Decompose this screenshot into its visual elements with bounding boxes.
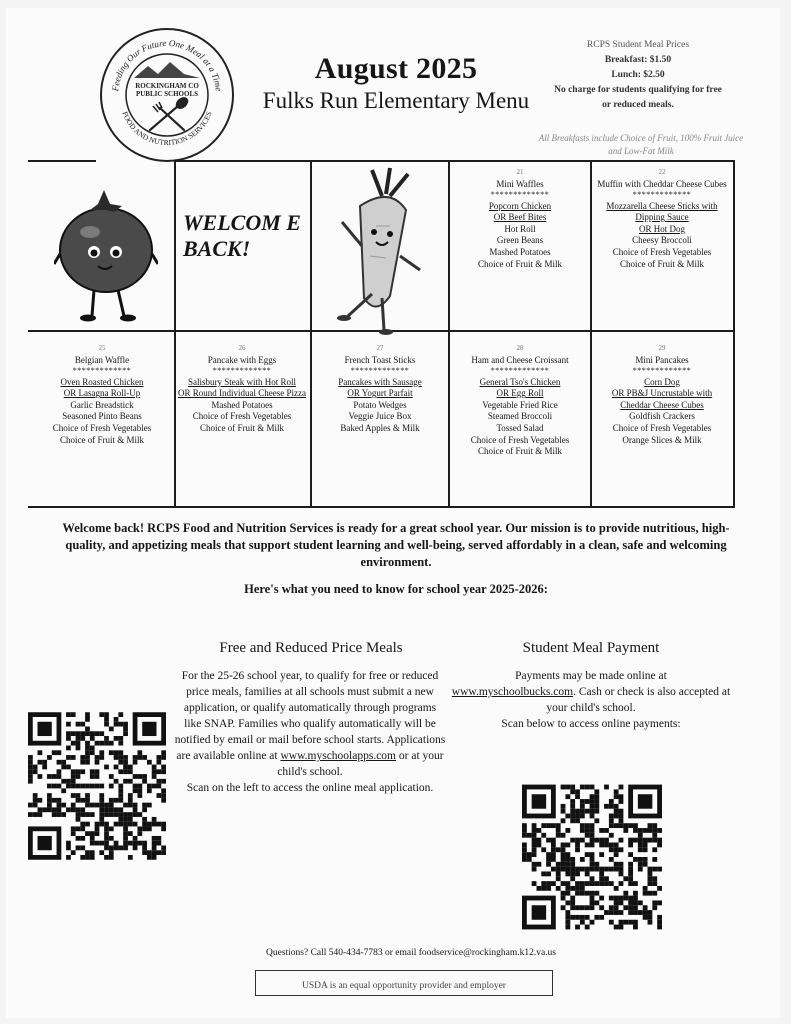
lunch-side: Mashed Potatoes [489,246,551,257]
logo-arc-text: Feeding Our Future One Meal at a Time [110,37,224,92]
day-cell-25 [34,344,170,446]
breakfast-item: Mini Waffles [496,179,544,189]
payment-qr-code-icon[interactable] [522,784,662,930]
lunch-side: Choice of Fruit & Milk [620,258,704,269]
month-title: August 2025 [314,52,478,85]
breakfast-item: Pancake with Eggs [207,355,277,365]
breakfast-item: Mini Pancakes [635,355,689,365]
separator: ************* [632,365,692,375]
breakfast-note: All Breakfasts include Choice of Fruit, 100% Fruit Juice and Low-Fat Milk [538,133,744,156]
lunch-entree: Oven Roasted Chicken [60,376,144,387]
breakfast-item: Belgian Waffle [74,355,130,365]
day-cell-28 [454,344,586,458]
day-number: 25 [98,344,106,352]
lunch-side: Choice of Fresh Vegetables [612,422,712,433]
free-reduced-text-2: or at your child's school. [277,750,444,778]
lunch-alternate: OR Beef Bites [493,212,547,223]
breakfast-item: French Toast Sticks [344,355,416,365]
separator: ************* [490,189,550,199]
need-to-know-heading: Here's what you need to know for school year 2025-2026: [244,582,548,596]
lunch-side: Baked Apples & Milk [340,422,420,433]
lunch-side: Veggie Juice Box [348,411,412,422]
logo-seal-icon [98,26,236,164]
day-number: 29 [658,344,666,352]
lunch-entree: General Tso's Chicken [479,376,561,387]
lunch-alternate: OR Round Individual Cheese Pizza [178,388,306,399]
menu-calendar [28,160,735,508]
myschoolapps-link[interactable]: www.myschoolapps.com [280,750,397,762]
lunch-side: Goldfish Crackers [629,411,695,422]
lunch-entree: Salisbury Steak with Hot Roll [188,376,296,387]
menu-title [246,52,546,114]
lunch-alternate: OR Egg Roll [496,388,544,399]
lunch-alternate: OR PB&J Uncrustable with Cheddar Cheese Cubes [611,388,713,410]
lunch-side: Steamed Broccoli [487,411,553,422]
lunch-side: Hot Roll [504,223,536,234]
welcome-message: Welcome back! RCPS Food and Nutrition Services is ready for a great school year. Our mission is to provide nutritious, high-quality, and appetizing meals that support student learning and well-being, served affordably in a clean, safe and welcoming environment. [62,521,730,569]
school-name: Fulks Run Elementary Menu [262,88,530,113]
lunch-alternate: OR Lasagna Roll-Up [63,388,141,399]
meal-payment-heading: Student Meal Payment [522,640,660,656]
lunch-alternate: OR Yogurt Parfait [347,388,413,399]
free-reduced-body [174,668,446,796]
day-cell-22 [596,168,728,270]
day-cell-29 [596,344,728,446]
lunch-side: Cheesy Broccoli [632,235,692,246]
contact-line: Questions? Call 540-434-7783 or email foodservice@rockingham.k12.va.us [266,948,556,958]
lunch-side: Vegetable Fried Rice [482,399,558,410]
free-reduced-heading: Free and Reduced Price Meals [219,640,403,656]
prices-title: RCPS Student Meal Prices [586,40,690,50]
lunch-side: Choice of Fruit & Milk [60,434,144,445]
lunch-side: Potato Wedges [353,399,407,410]
separator: ************* [490,365,550,375]
myschoolbucks-link[interactable]: www.myschoolbucks.com [451,686,574,698]
day-cell-21 [456,168,584,270]
lunch-side: Choice of Fresh Vegetables [52,422,152,433]
lunch-side: Choice of Fresh Vegetables [470,434,570,445]
lunch-side: Tossed Salad [496,422,544,433]
free-reduced-scan-note: Scan on the left to access the online meal application. [186,782,434,794]
welcome-back-text: WELCOM E BACK! [183,210,301,261]
day-cell-26 [178,344,306,435]
separator: ************* [350,365,410,375]
day-number: 22 [658,168,666,176]
rcps-logo [98,26,236,164]
meal-prices [550,38,726,113]
logo-line2: PUBLIC SCHOOLS [135,90,199,98]
day-number: 27 [376,344,384,352]
breakfast-item: Ham and Cheese Croissant [471,355,569,365]
day-number: 26 [238,344,246,352]
lunch-side: Garlic Breadstick [70,399,134,410]
separator: ************* [212,365,272,375]
lunch-entree: Pancakes with Sausage [338,376,422,387]
payment-text: Payments may be made online at [515,670,667,682]
lunch-price: Lunch: $2.50 [611,70,665,80]
lunch-entree: Popcorn Chicken [488,200,552,211]
application-qr-code-icon[interactable] [28,712,166,860]
payment-text-2: . Cash or check is also accepted at your child's school. [546,686,731,714]
lunch-side: Choice of Fresh Vegetables [192,411,292,422]
lunch-side: Seasoned Pinto Beans [62,411,142,422]
day-number: 28 [516,344,524,352]
lunch-entree: Corn Dog [644,376,680,387]
lunch-entree: Mozzarella Cheese Sticks with Dipping Sauce [606,200,718,223]
breakfast-price: Breakfast: $1.50 [604,55,672,65]
lunch-side: Choice of Fresh Vegetables [612,246,712,257]
tomato-mascot-icon [54,180,158,330]
lunch-side: Choice of Fruit & Milk [200,422,284,433]
veggie-mascot-icon [320,166,440,346]
lunch-side: Mashed Potatoes [211,399,273,410]
separator: ************* [632,189,692,199]
logo-bottom-text: FOOD AND NUTRITION SERVICES [120,110,214,148]
lunch-alternate: OR Hot Dog [638,223,685,234]
logo-line1: ROCKINGHAM CO [135,82,199,90]
lunch-side: Choice of Fruit & Milk [478,258,562,269]
no-charge-note: No charge for students qualifying for free or reduced meals. [554,85,722,110]
meal-payment-body [446,668,736,732]
day-number: 21 [516,168,524,176]
breakfast-item: Muffin with Cheddar Cheese Cubes [597,179,727,189]
menu-page [6,8,780,1018]
lunch-side: Green Beans [496,235,544,246]
usda-notice: USDA is an equal opportunity provider and employer [255,970,553,996]
lunch-side: Orange Slices & Milk [622,434,702,445]
free-reduced-text: For the 25-26 school year, to qualify for free or reduced price meals, families at all schools must submit a new application, or qualify automatically through programs like SNAP. Families who qualify automatically will be notified by email or mail before school starts. Applications are available online at [174,670,446,762]
lunch-side: Choice of Fruit & Milk [478,446,562,457]
separator: ************* [72,365,132,375]
payment-scan-note: Scan below to access online payments: [501,718,681,730]
day-cell-27 [316,344,444,435]
